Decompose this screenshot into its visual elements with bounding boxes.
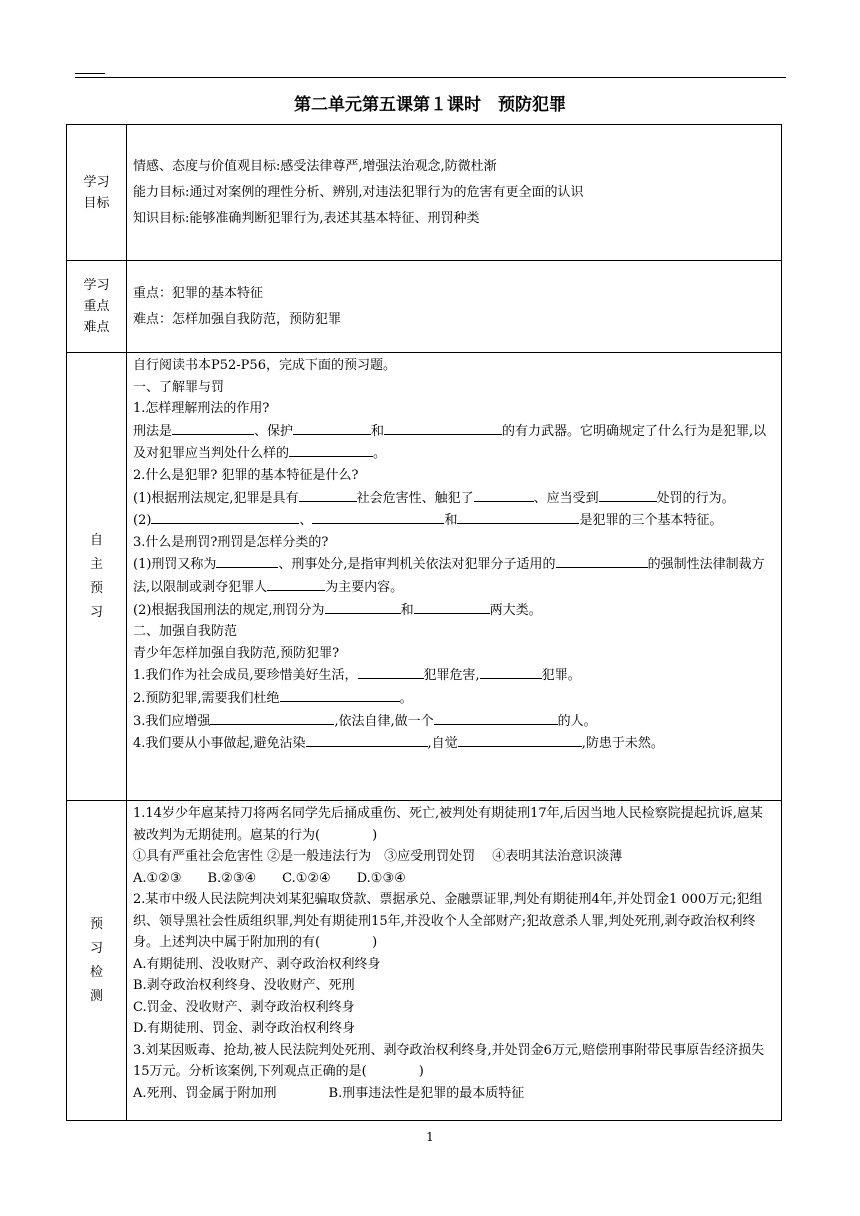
answer-blank[interactable] xyxy=(434,710,558,725)
text: 为主要内容。 xyxy=(325,579,404,595)
test-question-3: 3.刘某因贩毒、抢劫,被人民法院判处死刑、剥夺政治权利终身,并处罚金6万元,赔偿刑事附带民事原告经济损失15万元。分析该案例,下列观点正确的是( ) xyxy=(133,1042,765,1079)
text: 的强制性法律制裁方法,以限制或剥夺犯罪人 xyxy=(133,557,765,595)
label-line: 学习 xyxy=(83,278,110,293)
label-line: 检 xyxy=(89,964,103,980)
test-question-1-choices[interactable]: A.①②③ B.②③④ C.①②④ D.①③④ xyxy=(133,870,406,886)
text: 2.预防犯罪,需要我们杜绝 xyxy=(133,690,280,706)
answer-blank[interactable] xyxy=(458,732,582,747)
text: 犯罪。 xyxy=(541,668,581,684)
answer-blank[interactable] xyxy=(299,487,357,502)
fill-in-question xyxy=(133,664,775,687)
header-rule xyxy=(75,77,786,78)
text: (1)根据刑法规定,犯罪是具有 xyxy=(133,490,299,506)
label-line: 学习 xyxy=(83,174,110,190)
answer-blank[interactable] xyxy=(384,420,502,435)
label-line: 重点 xyxy=(83,299,110,314)
text: 是犯罪的三个基本特征。 xyxy=(579,513,723,529)
test-label xyxy=(67,801,127,1121)
label-line: 预 xyxy=(89,916,103,932)
text: 1.我们作为社会成员,要珍惜美好生活， xyxy=(133,668,358,684)
answer-blank[interactable] xyxy=(556,553,648,568)
label-line: 自 xyxy=(89,532,103,548)
text: 犯罪危害, xyxy=(423,668,480,684)
keypoints-label xyxy=(67,261,127,353)
test-question-1: 1.14岁少年扈某持刀将两名同学先后捅成重伤、死亡,被判处有期徒刑17年,后因当地人民检察院提起抗诉,扈某被改判为无期徒刑。扈某的行为( ) xyxy=(133,806,763,843)
text: (2)根据我国刑法的规定,刑罚分为 xyxy=(133,602,325,618)
answer-blank[interactable] xyxy=(151,509,299,524)
answer-blank[interactable] xyxy=(474,487,534,502)
preview-content xyxy=(127,353,782,801)
difficult-point: 难点：怎样加强自我防范，预防犯罪 xyxy=(133,311,342,327)
keypoints-content xyxy=(127,261,782,353)
text: 的有力武器。它明确规定了什么行为是犯罪,以及对犯罪应当判处什么样的 xyxy=(133,423,767,462)
text: (2) xyxy=(133,513,152,529)
goal-knowledge: 知识目标:能够准确判断犯罪行为,表述其基本特征、刑罚种类 xyxy=(133,210,480,226)
answer-blank[interactable] xyxy=(216,553,278,568)
key-point: 重点：犯罪的基本特征 xyxy=(133,285,264,301)
choice-ab[interactable]: A.死刑、罚金属于附加刑 B.刑事违法性是犯罪的最本质特征 xyxy=(133,1085,525,1101)
fill-in-question xyxy=(133,710,775,733)
label-line: 主 xyxy=(89,556,103,572)
label-line: 习 xyxy=(89,940,103,956)
answer-blank[interactable] xyxy=(172,420,254,435)
section-heading: 一、了解罪与罚 xyxy=(133,379,225,395)
goals-label xyxy=(67,125,127,261)
text: 的人。 xyxy=(557,713,597,729)
goal-ability: 能力目标:通过对案例的理性分析、辨别,对违法犯罪行为的危害有更全面的认识 xyxy=(133,184,584,200)
fill-in-question xyxy=(133,509,775,532)
label-line: 预 xyxy=(89,580,103,596)
header-short-rule xyxy=(75,73,105,74)
answer-blank[interactable] xyxy=(293,420,371,435)
section-heading: 二、加强自我防范 xyxy=(133,624,238,640)
answer-blank[interactable] xyxy=(599,487,657,502)
fill-in-question xyxy=(133,420,775,465)
answer-blank[interactable] xyxy=(480,664,542,679)
text: 。 xyxy=(373,446,387,462)
text: 社会危害性、触犯了 xyxy=(356,490,474,506)
page-number: 1 xyxy=(426,1130,434,1144)
choice-b[interactable]: B.剥夺政治权利终身、没收财产、死刑 xyxy=(133,978,355,993)
question: 青少年怎样加强自我防范,预防犯罪? xyxy=(133,645,340,661)
keypoints-row xyxy=(67,261,782,353)
answer-blank[interactable] xyxy=(457,509,579,524)
fill-in-question xyxy=(133,687,775,710)
answer-blank[interactable] xyxy=(358,664,424,679)
choice-c[interactable]: C.罚金、没收财产、剥夺政治权利终身 xyxy=(133,999,355,1015)
text: 处罚的行为。 xyxy=(656,490,735,506)
label-line: 目标 xyxy=(83,195,110,211)
text: 、刑事处分,是指审判机关依法对犯罪分子适用的 xyxy=(278,557,556,573)
text: ,自觉 xyxy=(427,736,458,752)
label-line: 难点 xyxy=(83,320,110,335)
test-row xyxy=(67,801,782,1121)
text: 和 xyxy=(371,423,385,439)
text: 和 xyxy=(444,513,458,529)
goals-row xyxy=(67,125,782,261)
answer-blank[interactable] xyxy=(267,576,325,591)
question: 3.什么是刑罚?刑罚是怎样分类的? xyxy=(133,534,329,550)
choice-d[interactable]: D.有期徒刑、罚金、剥夺政治权利终身 xyxy=(133,1021,356,1036)
preview-intro: 自行阅读书本P52-P56，完成下面的预习题。 xyxy=(133,358,396,373)
text: 刑法是 xyxy=(133,423,173,439)
text: 两大类。 xyxy=(489,602,542,618)
goals-content xyxy=(127,125,782,261)
answer-blank[interactable] xyxy=(414,599,490,614)
fill-in-question xyxy=(133,599,775,622)
text: 、保护 xyxy=(254,423,294,439)
test-question-1-options: ①具有严重社会危害性 ②是一般违法行为 ③应受刑罚处罚 ④表明其法治意识淡薄 xyxy=(133,849,623,864)
preview-row xyxy=(67,353,782,801)
question: 2.什么是犯罪? 犯罪的基本特征是什么? xyxy=(133,467,359,483)
text: 、 xyxy=(299,513,313,529)
text: 4.我们要从小事做起,避免沾染 xyxy=(133,736,306,752)
label-line: 测 xyxy=(89,988,103,1004)
test-question-2: 2.某市中级人民法院判决刘某犯骗取贷款、票据承兑、金融票证罪,判处有期徒刑4年,并处罚金1 000万元;犯组织、领导黑社会性质组织罪,判处有期徒刑15年,并没收个人全部财产;犯故意杀人罪,判处死刑,剥夺政治权利终身。上述判决中属于附加刑的有( ) xyxy=(133,892,763,950)
page-title: 第二单元第五课第１课时 预防犯罪 xyxy=(294,95,566,115)
answer-blank[interactable] xyxy=(306,732,428,747)
answer-blank[interactable] xyxy=(312,509,444,524)
test-content xyxy=(127,801,782,1121)
fill-in-question xyxy=(133,553,775,598)
text: 3.我们应增强 xyxy=(133,713,211,729)
answer-blank[interactable] xyxy=(210,710,334,725)
answer-blank[interactable] xyxy=(325,599,401,614)
text: ,防患于未然。 xyxy=(581,736,664,752)
label-line: 习 xyxy=(89,604,103,620)
question: 1.怎样理解刑法的作用? xyxy=(133,401,270,417)
text: 、应当受到 xyxy=(533,490,599,506)
fill-in-question xyxy=(133,487,775,510)
lesson-table xyxy=(66,124,782,1121)
choice-a[interactable]: A.有期徒刑、没收财产、剥夺政治权利终身 xyxy=(133,956,381,972)
text: ,依法自律,做一个 xyxy=(334,713,434,729)
preview-label xyxy=(67,353,127,801)
text: 。 xyxy=(399,690,413,706)
answer-blank[interactable] xyxy=(280,687,400,702)
fill-in-question xyxy=(133,732,775,755)
text: (1)刑罚又称为 xyxy=(133,557,217,573)
text: 和 xyxy=(400,602,414,618)
answer-blank[interactable] xyxy=(289,442,373,457)
goal-affective: 情感、态度与价值观目标:感受法律尊严,增强法治观念,防微杜渐 xyxy=(133,158,497,174)
